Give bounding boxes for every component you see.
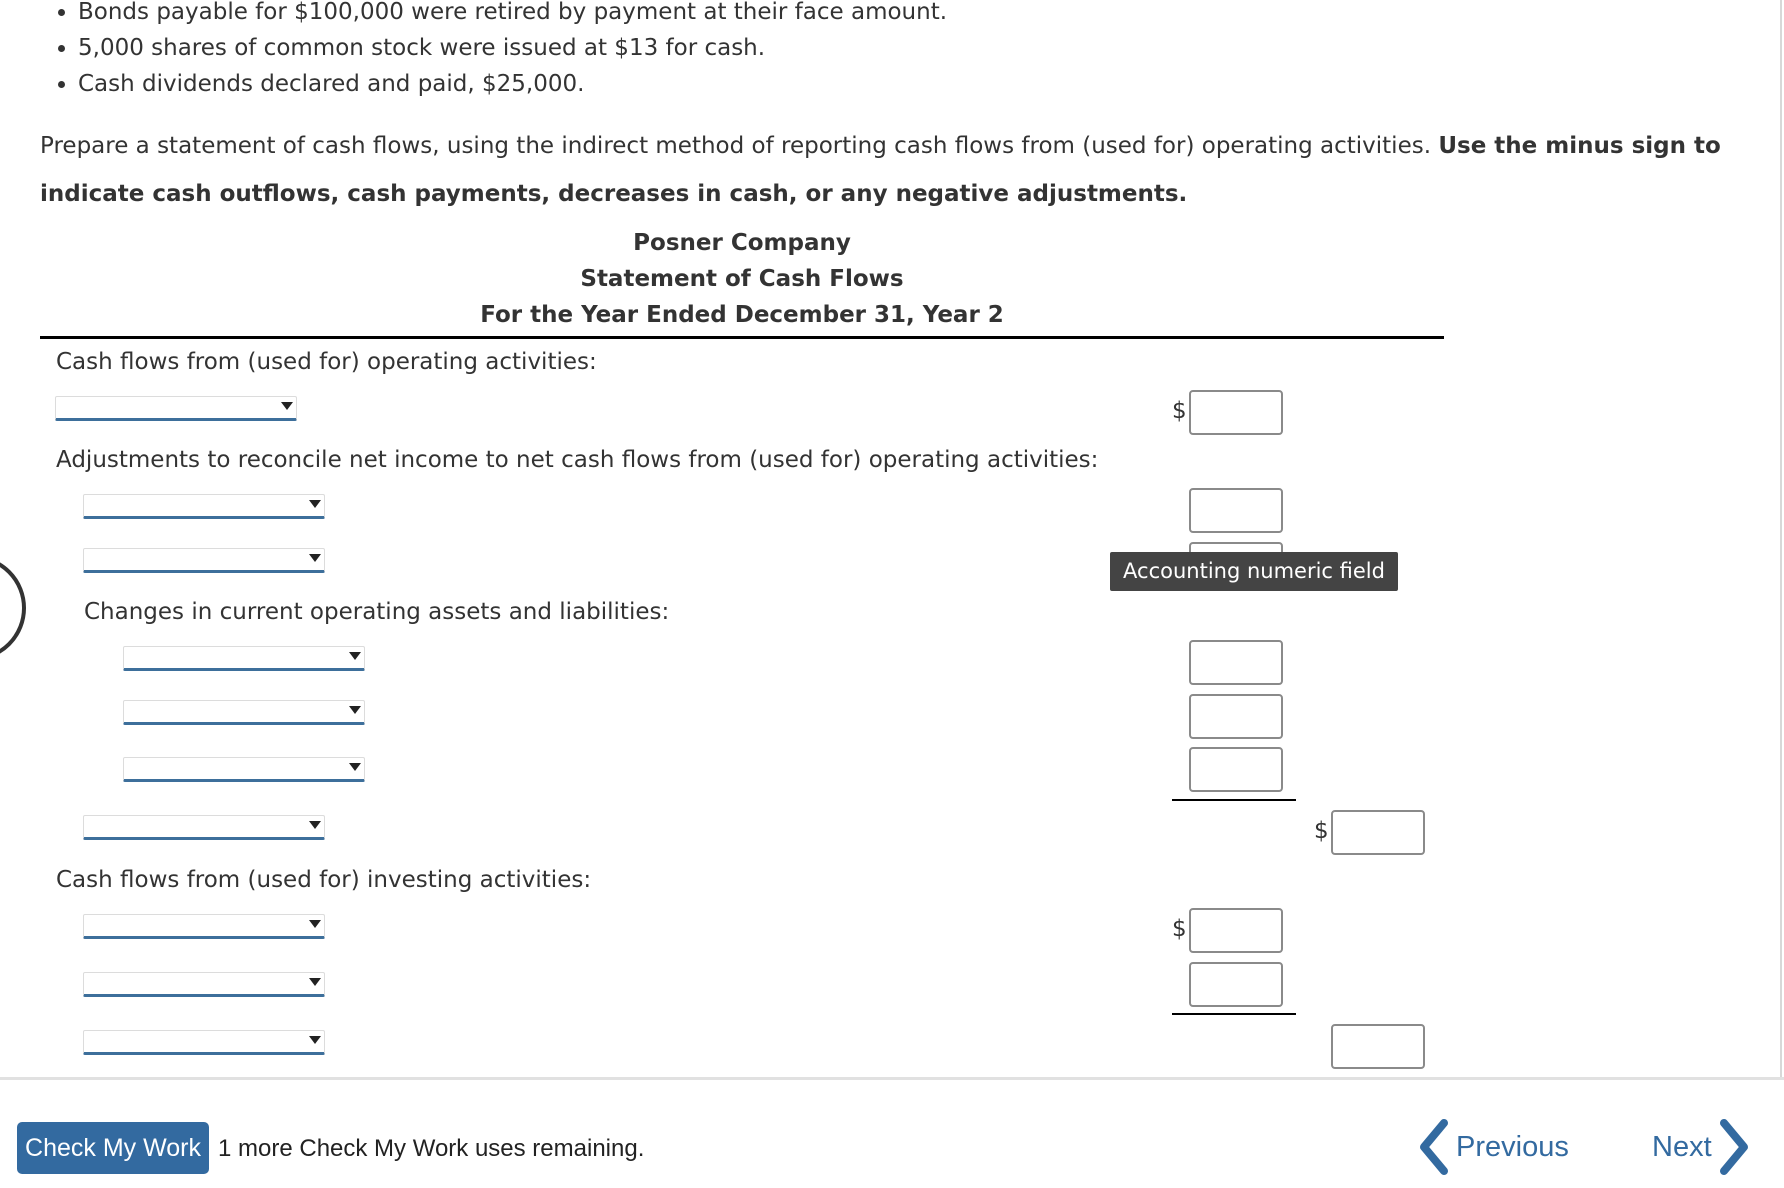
check-my-work-button[interactable]: Check My Work [17,1122,209,1174]
net-operating-total-input[interactable] [1331,810,1425,855]
footer-divider [0,1077,1784,1080]
chevron-down-icon [349,652,361,660]
net-operating-dropdown[interactable] [83,815,325,840]
investing-1-amount-input[interactable] [1189,908,1283,953]
scrollbar-track [1780,0,1782,1077]
net-income-dropdown[interactable] [55,396,297,421]
previous-button[interactable] [1416,1117,1569,1177]
chevron-down-icon [309,1036,321,1044]
instructions-text: Prepare a statement of cash flows, using the indirect method of reporting cash flows from (used for) operating activities. [40,133,1439,159]
subtotal-underline [1172,799,1296,801]
net-income-amount-input[interactable] [1189,390,1283,435]
chevron-down-icon [309,821,321,829]
next-label: Next [1652,1130,1712,1163]
chevron-left-icon [1416,1119,1450,1175]
heading-rule [40,336,1444,339]
adjustments-label: Adjustments to reconcile net income to net cash flows from (used for) operating activities: [56,447,1099,473]
chevron-right-icon [1718,1119,1752,1175]
list-item: • Cash dividends declared and paid, $25,000. [78,66,947,102]
investing-1-dropdown[interactable] [83,914,325,939]
company-name: Posner Company [633,230,851,256]
statement-title: Statement of Cash Flows [580,266,904,292]
chevron-down-icon [309,978,321,986]
currency-symbol: $ [1172,916,1187,942]
statement-period: For the Year Ended December 31, Year 2 [480,302,1004,328]
currency-symbol: $ [1314,818,1329,844]
investing-2-amount-input[interactable] [1189,962,1283,1007]
accounting-field-tooltip: Accounting numeric field [1110,552,1398,591]
instructions [40,122,1760,218]
change-2-dropdown[interactable] [123,700,365,725]
change-1-amount-input[interactable] [1189,640,1283,685]
chevron-down-icon [349,706,361,714]
uses-remaining-text: 1 more Check My Work uses remaining. [218,1135,645,1162]
previous-label: Previous [1456,1130,1569,1163]
chevron-down-icon [309,500,321,508]
chevron-down-icon [349,763,361,771]
chevron-down-icon [281,402,293,410]
subtotal-underline [1172,1013,1296,1015]
change-3-dropdown[interactable] [123,757,365,782]
change-3-amount-input[interactable] [1189,747,1283,792]
net-investing-total-input[interactable] [1331,1024,1425,1069]
chevron-down-icon [309,554,321,562]
currency-symbol: $ [1172,398,1187,424]
net-investing-dropdown[interactable] [83,1030,325,1055]
side-panel-handle-icon [0,555,26,661]
adjustment-2-dropdown[interactable] [83,548,325,573]
chevron-down-icon [309,920,321,928]
change-2-amount-input[interactable] [1189,694,1283,739]
investing-2-dropdown[interactable] [83,972,325,997]
change-1-dropdown[interactable] [123,646,365,671]
list-item: • 5,000 shares of common stock were issued at $13 for cash. [78,30,947,66]
adjustment-1-amount-input[interactable] [1189,488,1283,533]
changes-label: Changes in current operating assets and liabilities: [84,599,670,625]
next-button[interactable] [1652,1117,1752,1177]
adjustment-1-dropdown[interactable] [83,494,325,519]
investing-section-label: Cash flows from (used for) investing activities: [56,867,592,893]
instructions-emphasis: Use the minus sign to indicate cash outflows, cash payments, decreases in cash, or any negative adjustments. [40,133,1721,207]
given-facts-list [40,0,947,102]
list-item: • Bonds payable for $100,000 were retired by payment at their face amount. [78,0,947,30]
operating-section-label: Cash flows from (used for) operating activities: [56,349,597,375]
